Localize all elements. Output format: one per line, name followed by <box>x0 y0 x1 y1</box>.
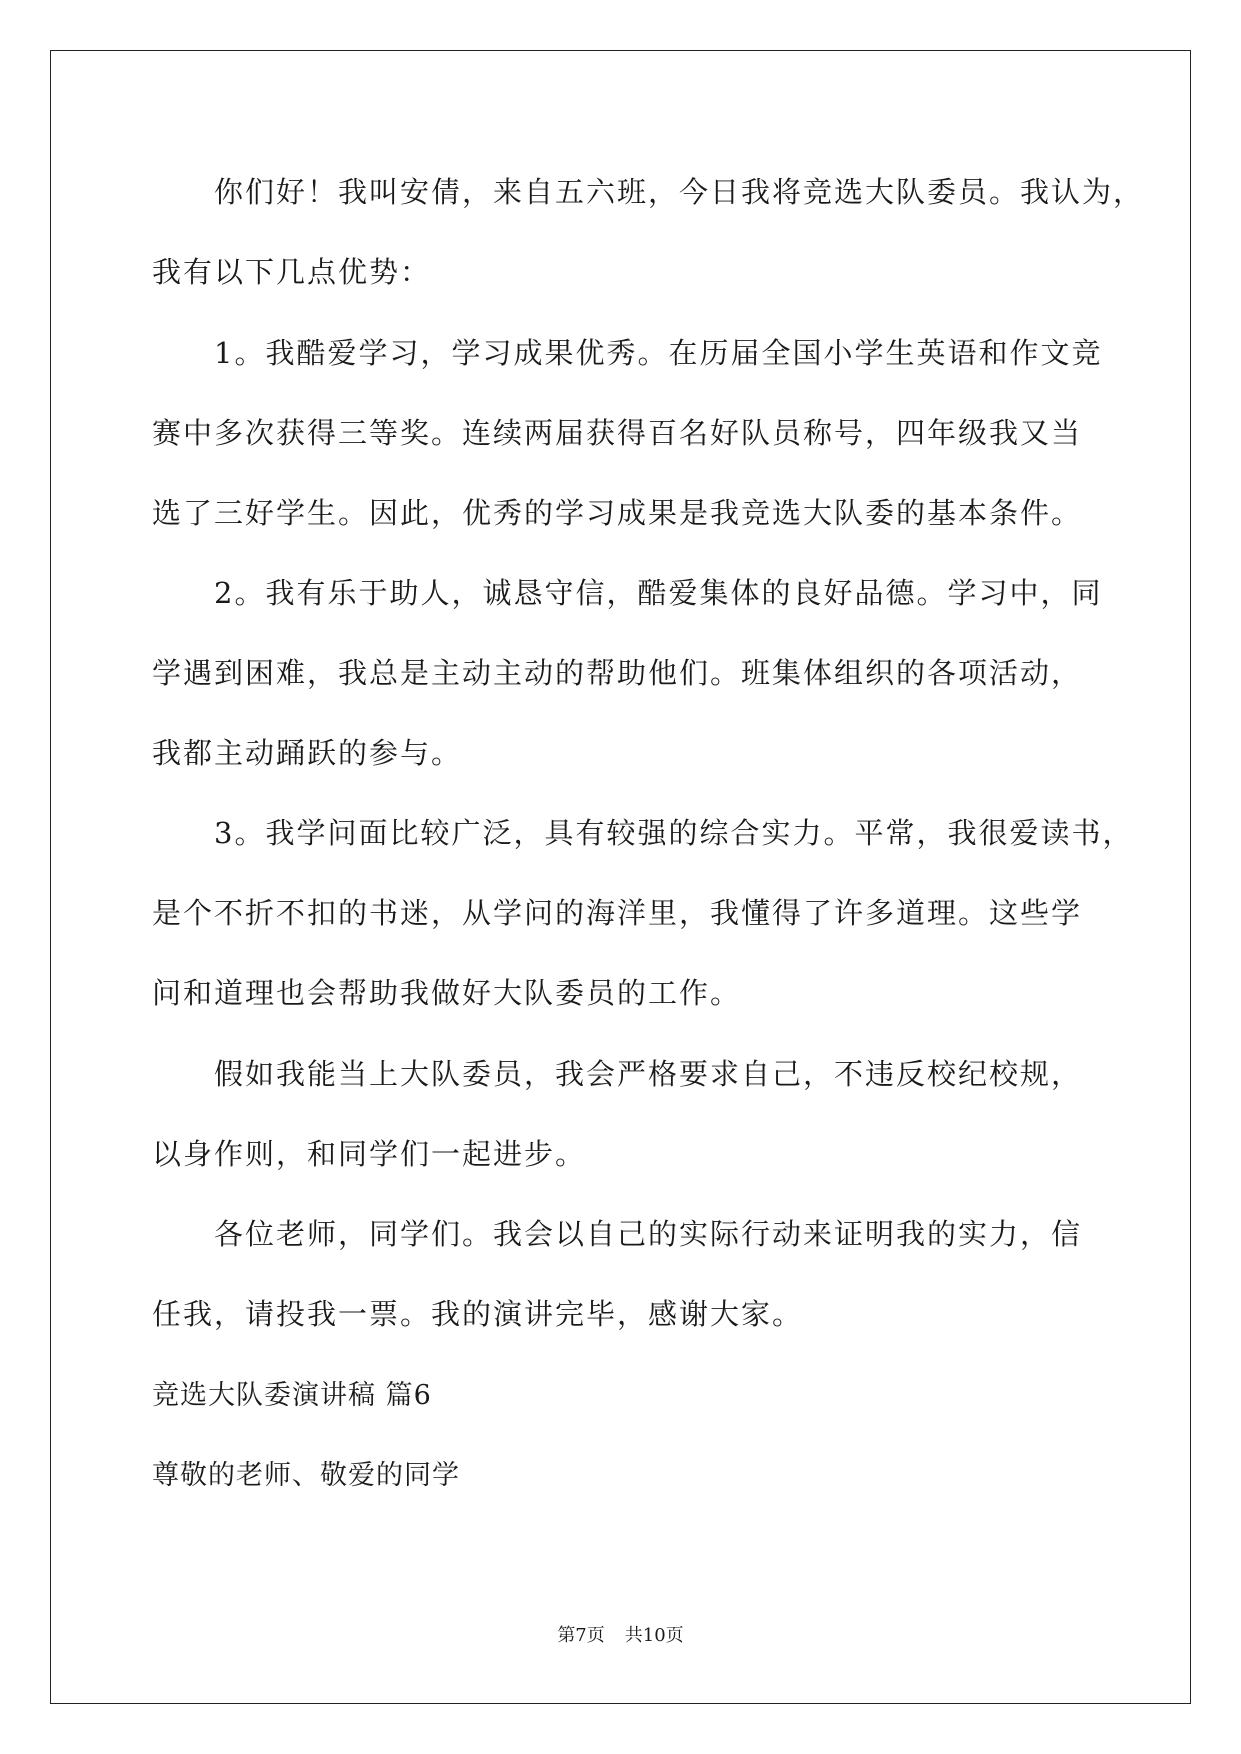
paragraph-line: 各位老师，同学们。我会以自己的实际行动来证明我的实力，信 <box>214 1217 1083 1251</box>
page-number: 第7页 <box>557 1625 605 1646</box>
paragraph-line: 问和道理也会帮助我做好大队委员的工作。 <box>152 976 742 1010</box>
paragraph-line: 1。我酷爱学习，学习成果优秀。在历届全国小学生英语和作文竞 <box>214 336 1103 370</box>
paragraph-line: 学遇到困难，我总是主动主动的帮助他们。班集体组织的各项活动， <box>152 656 1083 690</box>
paragraph-line: 我有以下几点优势： <box>152 255 432 289</box>
total-pages: 共10页 <box>624 1625 684 1646</box>
paragraph-line: 以身作则，和同学们一起进步。 <box>152 1137 587 1171</box>
greeting-line: 尊敬的老师、敬爱的同学 <box>152 1460 460 1491</box>
paragraph-line: 赛中多次获得三等奖。连续两届获得百名好队员称号，四年级我又当 <box>152 416 1083 450</box>
paragraph-line: 任我，请投我一票。我的演讲完毕，感谢大家。 <box>152 1297 804 1331</box>
paragraph-line: 3。我学问面比较广泛，具有较强的综合实力。平常，我很爱读书， <box>214 816 1134 850</box>
paragraph-line: 你们好！我叫安倩，来自五六班，今日我将竞选大队委员。我认为， <box>214 175 1145 209</box>
paragraph-line: 是个不折不扣的书迷，从学问的海洋里，我懂得了许多道理。这些学 <box>152 896 1083 930</box>
paragraph-line: 我都主动踊跃的参与。 <box>152 736 463 770</box>
paragraph-line: 2。我有乐于助人，诚恳守信，酷爱集体的良好品德。学习中，同 <box>214 576 1103 610</box>
page-border <box>50 50 1191 1704</box>
page-footer <box>0 1624 1241 1648</box>
section-title: 竞选大队委演讲稿 篇6 <box>152 1380 432 1411</box>
paragraph-line: 假如我能当上大队委员，我会严格要求自己，不违反校纪校规， <box>214 1057 1083 1091</box>
paragraph-line: 选了三好学生。因此，优秀的学习成果是我竞选大队委的基本条件。 <box>152 496 1083 530</box>
